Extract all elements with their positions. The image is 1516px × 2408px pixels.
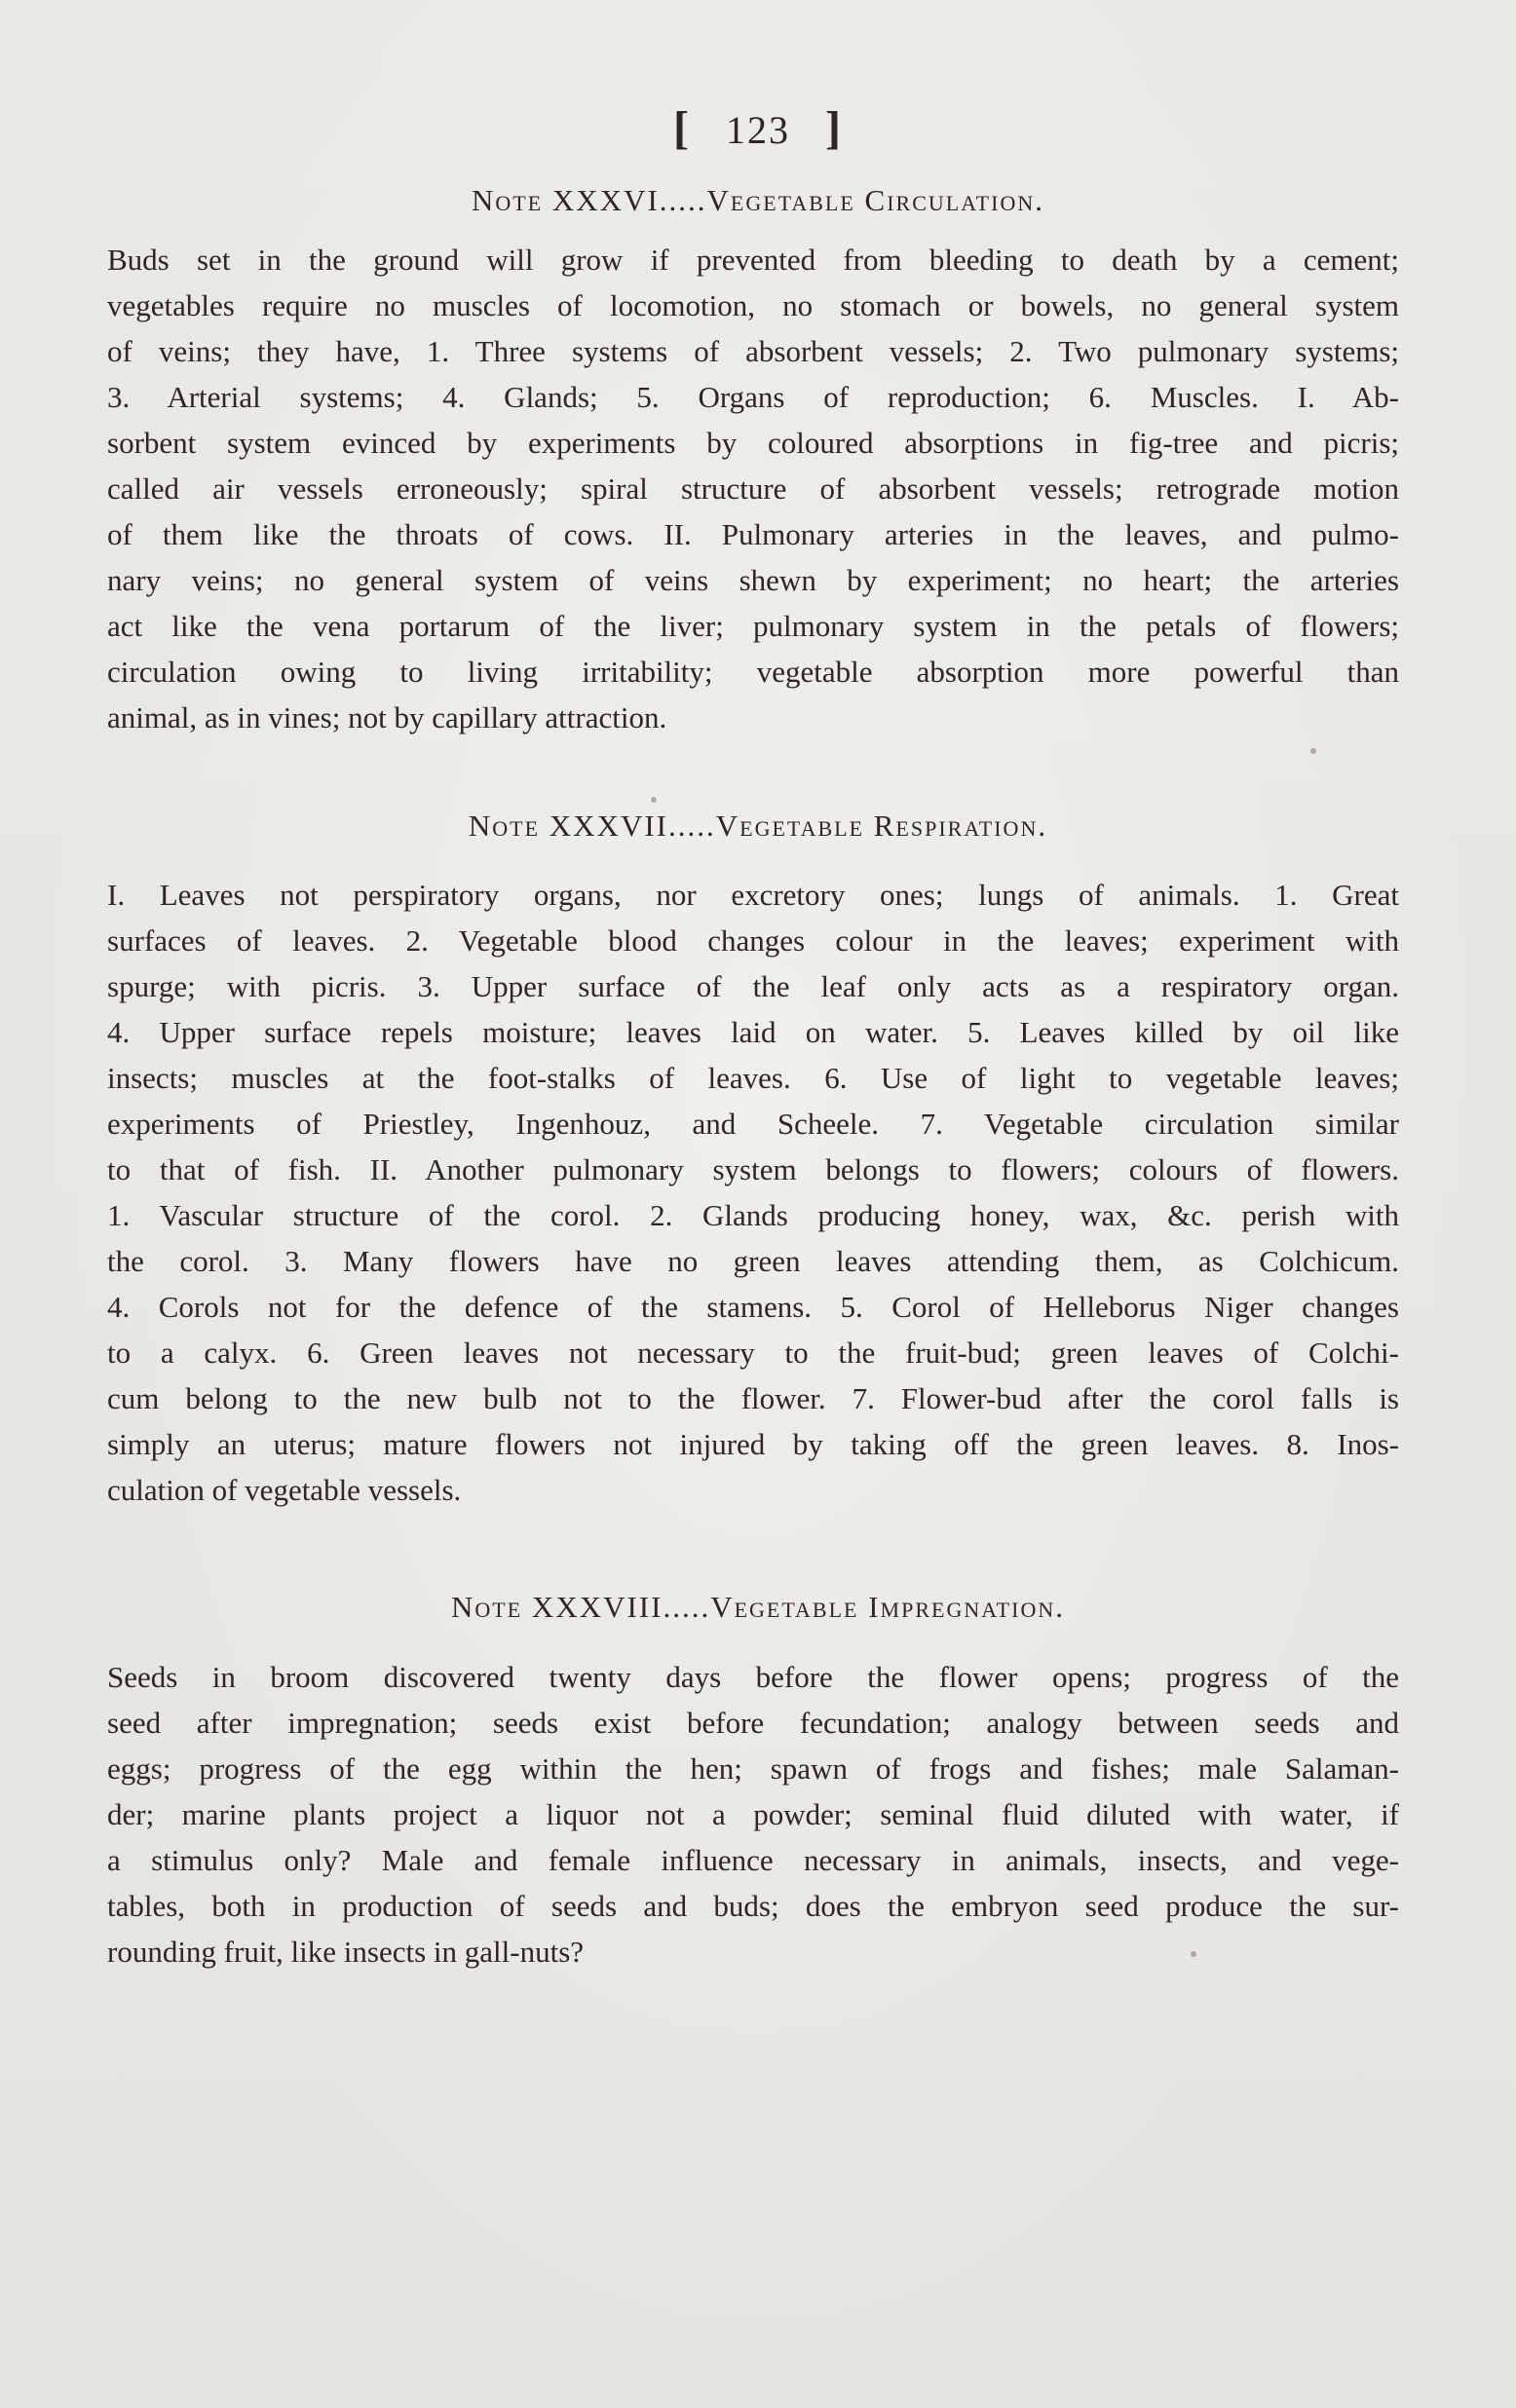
text-line: nary veins; no general system of veins shewn by experiment; no heart; the arteries bbox=[107, 563, 1399, 597]
text-line: surfaces of leaves. 2. Vegetable blood changes colour in the leaves; experiment with bbox=[107, 923, 1399, 958]
text-line: der; marine plants project a liquor not a powder; seminal fluid diluted with water, if bbox=[107, 1797, 1399, 1831]
heading-note-xxxviii: Note XXXVIII.....Vegetable Impregnation. bbox=[451, 1590, 1065, 1624]
text-line: animal, as in vines; not by capillary attraction. bbox=[107, 700, 667, 734]
paper-speck bbox=[1310, 748, 1316, 754]
text-line: spurge; with picris. 3. Upper surface of the leaf only acts as a respiratory organ. bbox=[107, 969, 1399, 1003]
text-line: circulation owing to living irritability; vegetable absorption more powerful than bbox=[107, 655, 1399, 689]
bracket-left: [ bbox=[673, 102, 691, 154]
section-impregnation-text bbox=[107, 1654, 1399, 1975]
text-line: seed after impregnation; seeds exist before fecundation; analogy between seeds and bbox=[107, 1706, 1399, 1740]
text-line: a stimulus only? Male and female influence necessary in animals, insects, and vege- bbox=[107, 1843, 1399, 1877]
text-line: Buds set in the ground will grow if prevented from bleeding to death by a cement; bbox=[107, 243, 1399, 277]
text-line: tables, both in production of seeds and buds; does the embryon seed produce the sur- bbox=[107, 1889, 1399, 1923]
text-line: experiments of Priestley, Ingenhouz, and Scheele. 7. Vegetable circulation similar bbox=[107, 1107, 1399, 1141]
heading-note-xxxvii: Note XXXVII.....Vegetable Respiration. bbox=[468, 809, 1048, 843]
paper-speck bbox=[1191, 1951, 1196, 1957]
text-line: insects; muscles at the foot-stalks of leaves. 6. Use of light to vegetable leaves; bbox=[107, 1061, 1399, 1095]
text-line: I. Leaves not perspiratory organs, nor excretory ones; lungs of animals. 1. Great bbox=[107, 878, 1399, 912]
text-line: sorbent system evinced by experiments by coloured absorptions in fig-tree and picris; bbox=[107, 426, 1399, 460]
section-respiration-text bbox=[107, 872, 1399, 1513]
text-line: to a calyx. 6. Green leaves not necessary to the fruit-bud; green leaves of Colchi- bbox=[107, 1336, 1399, 1370]
page-number-value: 123 bbox=[726, 108, 790, 152]
heading-note-xxxvi: Note XXXVI.....Vegetable Circulation. bbox=[472, 183, 1044, 217]
bracket-right: ] bbox=[825, 102, 843, 154]
text-line: called air vessels erroneously; spiral structure of absorbent vessels; retrograde motion bbox=[107, 471, 1399, 506]
text-line: to that of fish. II. Another pulmonary system belongs to flowers; colours of flowers. bbox=[107, 1152, 1399, 1186]
text-line: cum belong to the new bulb not to the flower. 7. Flower-bud after the corol falls is bbox=[107, 1381, 1399, 1415]
text-line: 4. Corols not for the defence of the stamens. 5. Corol of Helleborus Niger changes bbox=[107, 1290, 1399, 1324]
paper-speck bbox=[651, 797, 657, 803]
text-line: of them like the throats of cows. II. Pulmonary arteries in the leaves, and pulmo- bbox=[107, 517, 1399, 551]
text-line: simply an uterus; mature flowers not injured by taking off the green leaves. 8. Inos- bbox=[107, 1427, 1399, 1461]
text-line: 1. Vascular structure of the corol. 2. Glands producing honey, wax, &c. perish with bbox=[107, 1198, 1399, 1232]
text-line: 3. Arterial systems; 4. Glands; 5. Organs of reproduction; 6. Muscles. I. Ab- bbox=[107, 380, 1399, 414]
text-line: Seeds in broom discovered twenty days before the flower opens; progress of the bbox=[107, 1660, 1399, 1694]
page-number bbox=[0, 101, 1516, 155]
text-line: of veins; they have, 1. Three systems of absorbent vessels; 2. Two pulmonary systems; bbox=[107, 334, 1399, 368]
text-line: culation of vegetable vessels. bbox=[107, 1473, 462, 1507]
text-line: the corol. 3. Many flowers have no green leaves attending them, as Colchicum. bbox=[107, 1244, 1399, 1278]
text-line: rounding fruit, like insects in gall-nuts? bbox=[107, 1935, 585, 1969]
text-line: act like the vena portarum of the liver; pulmonary system in the petals of flowers; bbox=[107, 609, 1399, 643]
text-line: vegetables require no muscles of locomotion, no stomach or bowels, no general system bbox=[107, 288, 1399, 322]
section-circulation-text bbox=[107, 237, 1399, 740]
text-line: 4. Upper surface repels moisture; leaves laid on water. 5. Leaves killed by oil like bbox=[107, 1015, 1399, 1049]
text-line: eggs; progress of the egg within the hen; spawn of frogs and fishes; male Salaman- bbox=[107, 1751, 1399, 1786]
